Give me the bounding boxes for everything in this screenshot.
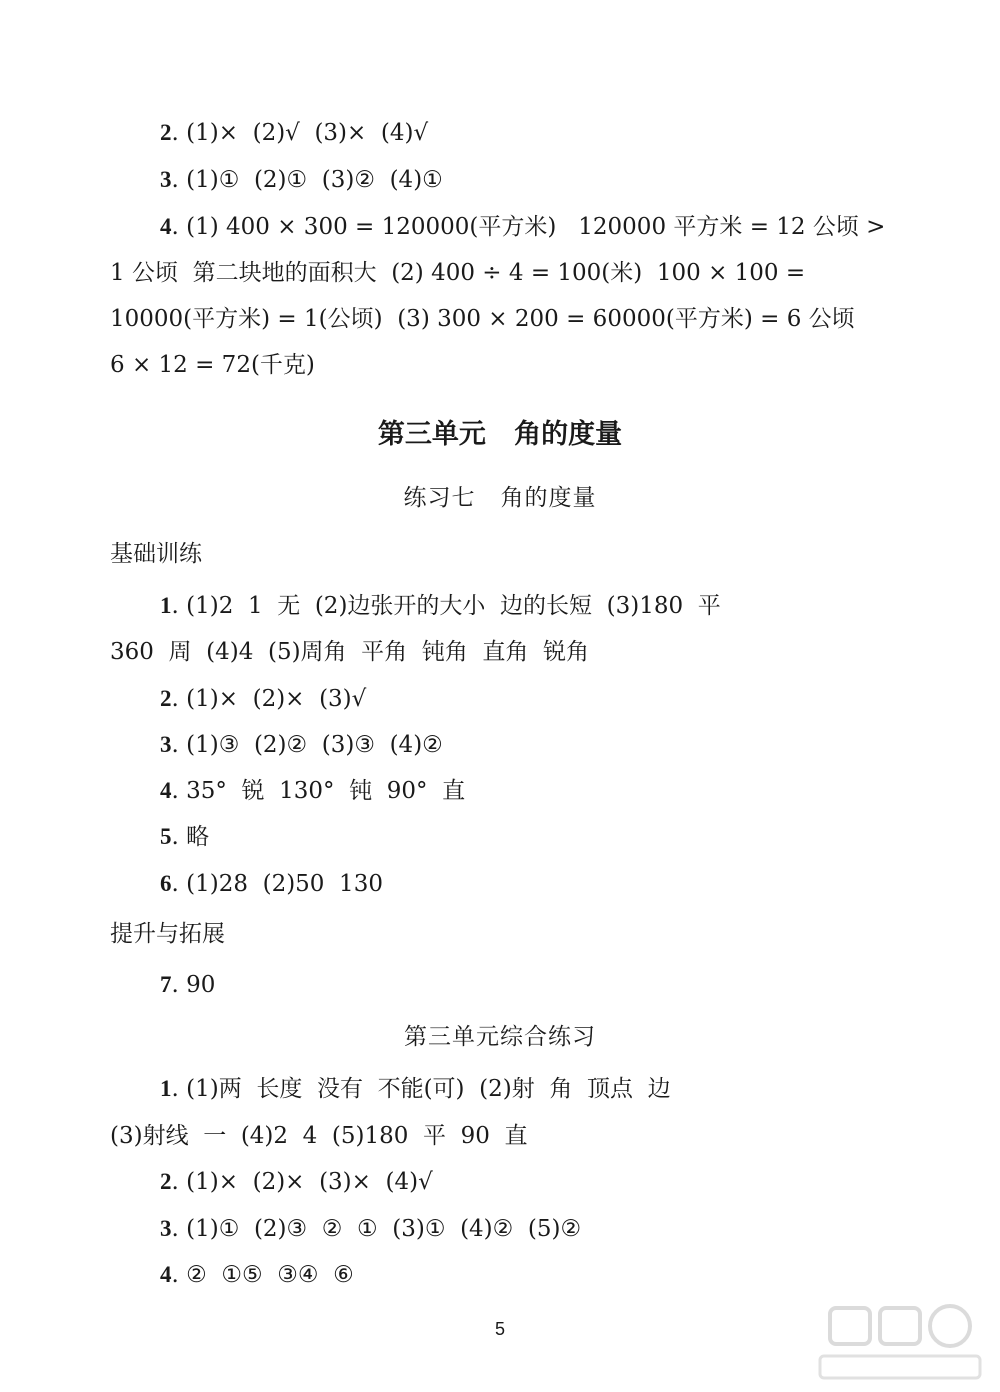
ex7-q1-line1 bbox=[160, 591, 900, 621]
ex7-q3 bbox=[160, 730, 900, 760]
question-number: 3 bbox=[160, 1216, 172, 1241]
review-q2 bbox=[160, 1167, 900, 1197]
answer-text: . 35° 锐 130° 钝 90° 直 bbox=[171, 778, 466, 804]
question-number: 4 bbox=[160, 1262, 172, 1287]
question-number: 4 bbox=[160, 778, 172, 803]
question-number: 2 bbox=[160, 120, 172, 145]
answer-text: . (1)③ (2)② (3)③ (4)② bbox=[171, 732, 443, 758]
section-heading-basic: 基础训练 bbox=[110, 541, 202, 567]
answer-text: . (1)两 长度 没有 不能(可) (2)射 角 顶点 边 bbox=[171, 1076, 671, 1102]
top-q3 bbox=[160, 165, 900, 195]
ex7-q2 bbox=[160, 684, 900, 714]
review-title: 第三单元综合练习 bbox=[404, 1024, 596, 1050]
answer-text: . 90 bbox=[171, 972, 216, 998]
answer-text: . (1)× (2)× (3)× (4)√ bbox=[171, 1169, 433, 1195]
question-number: 6 bbox=[160, 871, 172, 896]
ex7-q1-line2: 360 周 (4)4 (5)周角 平角 钝角 直角 锐角 bbox=[110, 639, 590, 665]
answer-text: . (1)① (2)③ ② ① (3)① (4)② (5)② bbox=[171, 1216, 582, 1242]
page-number: 5 bbox=[494, 1319, 505, 1339]
question-number: 3 bbox=[160, 167, 172, 192]
question-number: 1 bbox=[160, 1076, 172, 1101]
ex7-q5 bbox=[160, 822, 900, 852]
top-q2 bbox=[160, 118, 900, 148]
answer-text: . ② ①⑤ ③④ ⑥ bbox=[171, 1262, 354, 1288]
exercise-title: 练习七 角的度量 bbox=[403, 485, 597, 511]
question-number: 5 bbox=[160, 824, 172, 849]
section-heading-extension: 提升与拓展 bbox=[110, 921, 225, 947]
ex7-q7 bbox=[160, 970, 900, 1000]
watermark-logo bbox=[810, 1300, 990, 1390]
top-q4-line4: 6 × 12 = 72(千克) bbox=[110, 352, 315, 378]
review-q1-line1 bbox=[160, 1074, 900, 1104]
question-number: 1 bbox=[160, 593, 172, 618]
unit-title: 第三单元 角的度量 bbox=[377, 419, 623, 450]
ex7-q4 bbox=[160, 776, 900, 806]
answer-text: . 略 bbox=[171, 824, 210, 850]
answer-text: . (1)2 1 无 (2)边张开的大小 边的长短 (3)180 平 bbox=[171, 593, 721, 619]
top-q4-line1 bbox=[160, 212, 900, 242]
answer-text: . (1)× (2)× (3)√ bbox=[171, 686, 367, 712]
ex7-q6 bbox=[160, 869, 900, 899]
top-q4-line2: 1 公顷 第二块地的面积大 (2) 400 ÷ 4 = 100(米) 100 × 100 = bbox=[110, 260, 806, 286]
question-number: 2 bbox=[160, 686, 172, 711]
question-number: 7 bbox=[160, 972, 172, 997]
review-q4 bbox=[160, 1260, 900, 1290]
question-number: 3 bbox=[160, 732, 172, 757]
answer-text: . (1)① (2)① (3)② (4)① bbox=[171, 167, 443, 193]
question-number: 4 bbox=[160, 214, 172, 239]
review-q1-line2: (3)射线 一 (4)2 4 (5)180 平 90 直 bbox=[110, 1123, 528, 1149]
question-number: 2 bbox=[160, 1169, 172, 1194]
answer-text: . (1) 400 × 300 = 120000(平方米) 120000 平方米 = 12 公顷 > bbox=[171, 214, 886, 240]
top-q4-line3: 10000(平方米) = 1(公顷) (3) 300 × 200 = 60000(平方米) = 6 公顷 bbox=[110, 306, 855, 332]
answer-text: . (1)28 (2)50 130 bbox=[171, 871, 383, 897]
answer-text: . (1)× (2)√ (3)× (4)√ bbox=[171, 120, 429, 146]
review-q3 bbox=[160, 1214, 900, 1244]
